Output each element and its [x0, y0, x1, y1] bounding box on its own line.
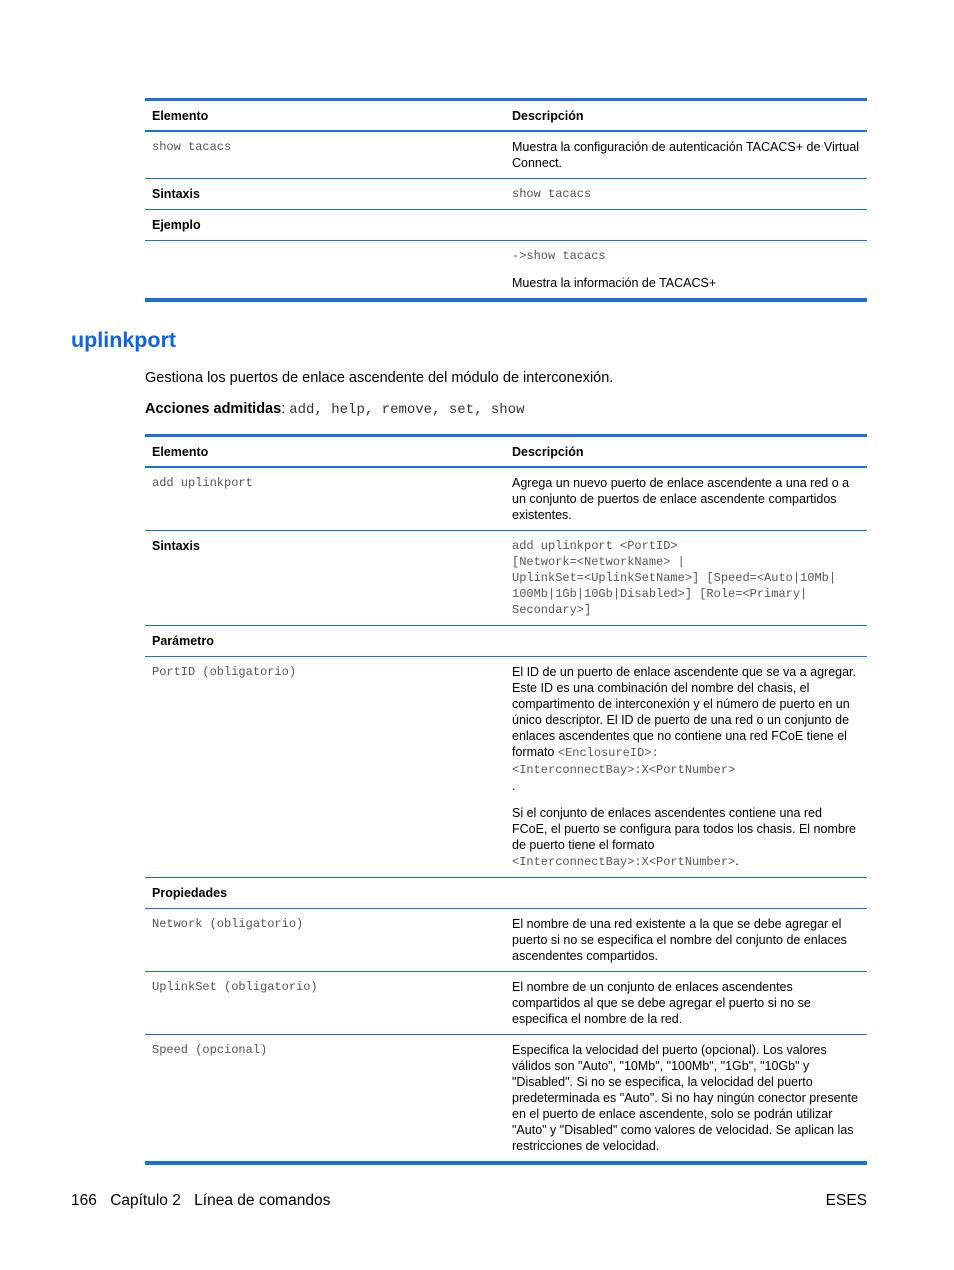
actions-value: add, help, remove, set, show	[289, 402, 525, 418]
portid-paragraph-2: Si el conjunto de enlaces ascendentes contiene una red FCoE, el puerto se configura para todos los chasis. El nombre de puerto tiene el formato <InterconnectBay>:X<PortNumber>.	[512, 806, 856, 869]
table-row	[145, 972, 867, 1035]
page-footer	[71, 1192, 867, 1210]
description-cell: Agrega un nuevo puerto de enlace ascendente a una red o a un conjunto de puertos de enlace ascendente compartidos existentes.	[505, 467, 867, 531]
actions-label: Acciones admitidas	[145, 401, 282, 417]
syntax-value	[505, 531, 867, 626]
property-description: Especifica la velocidad del puerto (opcional). Los valores válidos son "Auto", "10Mb", "100Mb", "1Gb", "10Gb" y "Disabled". Si no se especifica, la velocidad del puerto predeterminada es "Auto". Si no hay ningún conector presente en el puerto de enlace ascendente, solo se podrán utilizar "Auto" y "Disabled" como valores de velocidad. Se aplican las restricciones de velocidad.	[505, 1035, 867, 1164]
table-row	[145, 878, 867, 909]
syntax-value: show tacacs	[505, 179, 867, 210]
format-code: <InterconnectBay>:X<PortNumber>	[512, 855, 736, 869]
table-row	[145, 131, 867, 179]
parameter-description	[505, 657, 867, 878]
table-row	[145, 241, 867, 301]
supported-actions	[145, 401, 525, 418]
empty-cell	[505, 626, 867, 657]
example-label: Ejemplo	[145, 210, 505, 241]
parameter-label: Parámetro	[145, 626, 505, 657]
syntax-line: UplinkSet=<UplinkSetName>] [Speed=<Auto|10Mb|	[512, 571, 837, 585]
syntax-line: [Network=<NetworkName> |	[512, 555, 685, 569]
description-cell: Muestra la configuración de autenticación TACACS+ de Virtual Connect.	[505, 131, 867, 179]
footer-right: ESES	[825, 1192, 867, 1209]
table-row	[145, 909, 867, 972]
format-code: <EnclosureID>:<InterconnectBay>:X<PortNumber>	[512, 746, 736, 777]
table-row	[145, 626, 867, 657]
table-header	[145, 100, 867, 132]
uplinkport-table	[145, 434, 867, 1165]
command-cell: show tacacs	[145, 131, 505, 179]
command-cell: add uplinkport	[145, 467, 505, 531]
syntax-line: add uplinkport <PortID>	[512, 539, 678, 553]
portid-paragraph-1: El ID de un puerto de enlace ascendente que se va a agregar. Este ID es una combinación del nombre del chasis, el compartimento de interconexión y el número de puerto en un único descriptor. El ID de puerto de una red o un conjunto de enlaces ascendentes que no contiene una red FCoE tiene el formato <EnclosureID>:<InterconnectBay>:X<PortNumber> .	[512, 665, 856, 793]
table-row	[145, 210, 867, 241]
syntax-label: Sintaxis	[145, 531, 505, 626]
table-row	[145, 1035, 867, 1164]
example-text: Muestra la información de TACACS+	[512, 276, 717, 290]
empty-cell	[505, 878, 867, 909]
page-number: 166	[71, 1192, 97, 1209]
chapter-label: Capítulo 2	[110, 1192, 181, 1209]
property-name: UplinkSet (obligatorio)	[145, 972, 505, 1035]
table-header	[145, 436, 867, 468]
table-row	[145, 657, 867, 878]
section-intro: Gestiona los puertos de enlace ascendente del módulo de interconexión.	[145, 370, 614, 386]
header-element: Elemento	[145, 100, 505, 132]
empty-cell	[145, 241, 505, 301]
properties-label: Propiedades	[145, 878, 505, 909]
chapter-title: Línea de comandos	[194, 1192, 331, 1209]
table-row	[145, 531, 867, 626]
header-description: Descripción	[505, 436, 867, 468]
syntax-line: 100Mb|1Gb|10Gb|Disabled>] [Role=<Primary|	[512, 587, 808, 601]
table-row	[145, 179, 867, 210]
header-element: Elemento	[145, 436, 505, 468]
section-title: uplinkport	[71, 328, 177, 352]
property-name: Speed (opcional)	[145, 1035, 505, 1164]
syntax-label: Sintaxis	[145, 179, 505, 210]
footer-left	[71, 1192, 339, 1210]
property-description: El nombre de un conjunto de enlaces ascendentes compartidos al que se debe agregar el puerto si no se especifica el nombre de la red.	[505, 972, 867, 1035]
example-command: ->show tacacs	[512, 249, 606, 263]
table-row	[145, 467, 867, 531]
syntax-line: Secondary>]	[512, 603, 592, 617]
header-description: Descripción	[505, 100, 867, 132]
tacacs-table	[145, 98, 867, 302]
parameter-name: PortID (obligatorio)	[145, 657, 505, 878]
example-empty-cell	[505, 210, 867, 241]
actions-separator: :	[281, 401, 290, 417]
example-cell	[505, 241, 867, 301]
property-name: Network (obligatorio)	[145, 909, 505, 972]
property-description: El nombre de una red existente a la que se debe agregar el puerto si no se especifica el nombre del conjunto de enlaces ascendentes compartidos.	[505, 909, 867, 972]
